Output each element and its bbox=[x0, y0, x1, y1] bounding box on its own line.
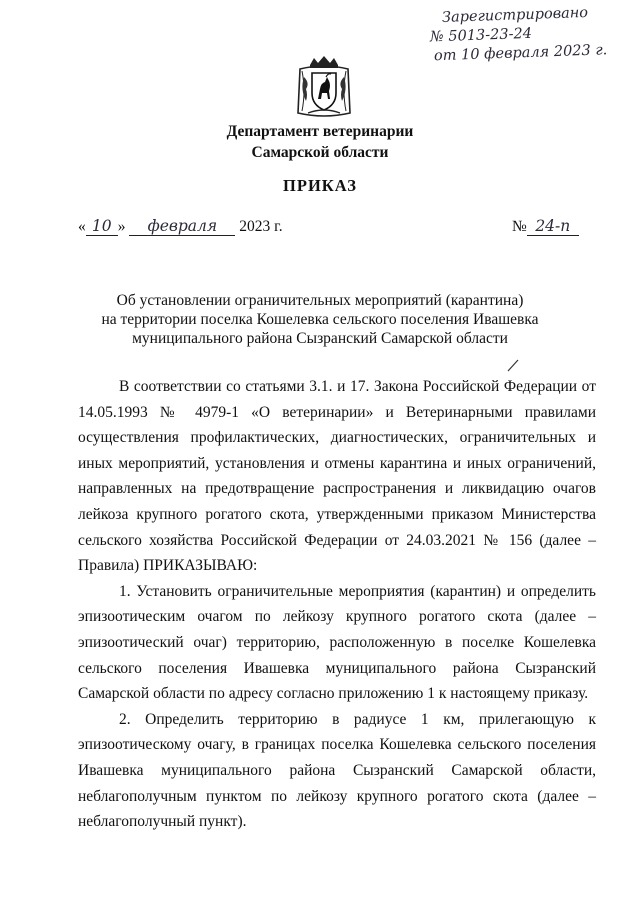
registration-stamp bbox=[420, 6, 635, 63]
body-item-1: 1. Установить ограничительные мероприятия (карантин) и определить эпизоотическим очагом по лейкозу крупного рогатого скота (далее – эпизоотический очаг) территорию, расположенную в поселке Кошелевка сельского поселения Ивашевка муниципального района Сызранский Самарской области по адресу согласно приложению 1 к настоящему приказу. bbox=[78, 582, 596, 703]
department-name bbox=[0, 121, 640, 163]
subject-line-2: на территории поселка Кошелевка сельского поселения Ивашевка bbox=[101, 311, 539, 328]
registration-line-3: от 10 февраля 2023 г. bbox=[433, 42, 608, 65]
registration-line-1: Зарегистрировано bbox=[441, 4, 589, 26]
pen-mark-icon bbox=[506, 358, 520, 372]
department-line-2: Самарской области bbox=[251, 144, 389, 161]
body-item-2: 2. Определить территорию в радиусе 1 км, прилегающую к эпизоотическому очагу, в границах поселка Кошелевка сельского поселения Ивашевка муниципального района Сызранский Самарской области, неблагополучным пунктом по лейкозу крупного рогатого скота (далее – неблагополучный пункт). bbox=[78, 710, 596, 831]
order-number-prefix: № bbox=[512, 218, 527, 235]
subject-line-3: муниципального района Сызранский Самарской области bbox=[132, 330, 508, 347]
date-month: февраля bbox=[129, 217, 235, 236]
order-subject bbox=[0, 291, 640, 348]
order-body bbox=[78, 374, 596, 835]
body-preamble: В соответствии со статьями 3.1. и 17. Закона Российской Федерации от 14.05.1993 № 4979-1 «О ветеринарии» и Ветеринарными правилами осуществления профилактических, диагностических, ограничительных и иных мероприятий, установления и отмены карантина и иных ограничений, направленных на предотвращение распространения и ликвидацию очагов лейкоза крупного рогатого скота, утвержденными приказом Министерства сельского хозяйства Российской Федерации от 24.03.2021 № 156 (далее – Правила) ПРИКАЗЫВАЮ: bbox=[78, 378, 596, 575]
date-close-quote: » bbox=[117, 218, 126, 235]
date-open-quote: « bbox=[78, 218, 86, 235]
coat-of-arms-icon bbox=[294, 55, 354, 119]
subject-line-1: Об установлении ограничительных мероприятий (карантина) bbox=[116, 292, 524, 309]
date-year: 2023 г. bbox=[239, 218, 283, 235]
order-number-value: 24-п bbox=[527, 217, 579, 236]
order-number bbox=[512, 217, 579, 236]
registration-line-2: № 5013-23-24 bbox=[429, 25, 533, 46]
document-title: ПРИКАЗ bbox=[283, 176, 357, 195]
order-date bbox=[78, 217, 283, 236]
date-day: 10 bbox=[86, 217, 118, 236]
department-line-1: Департамент ветеринарии bbox=[226, 123, 414, 140]
